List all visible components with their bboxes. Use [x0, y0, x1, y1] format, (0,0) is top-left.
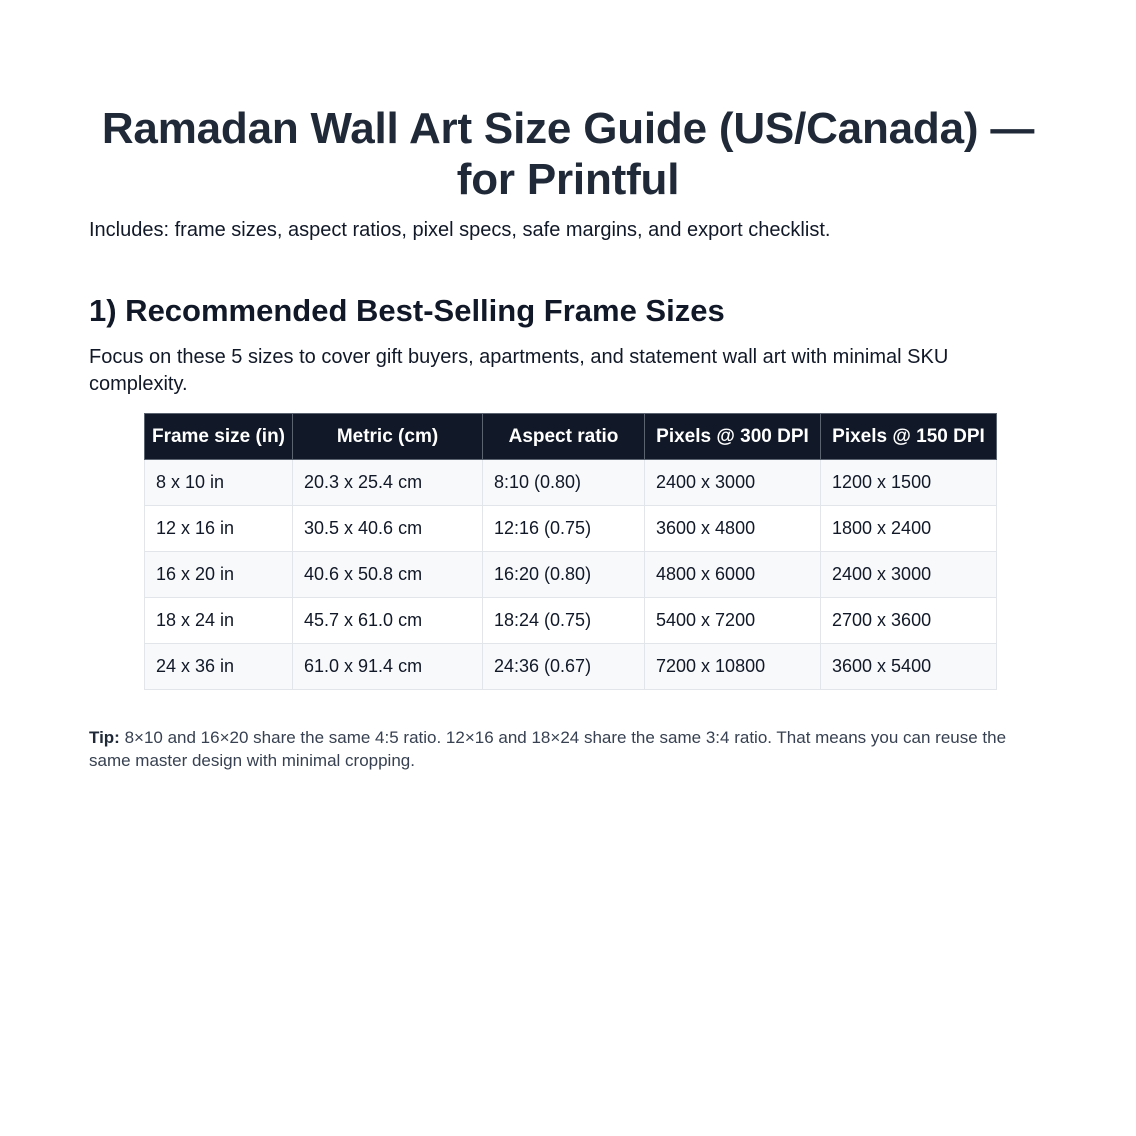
cell-metric: 40.6 x 50.8 cm [293, 552, 483, 598]
page-subtitle: Includes: frame sizes, aspect ratios, pixel specs, safe margins, and export checklist. [89, 219, 831, 241]
cell-aspect-ratio: 12:16 (0.75) [483, 506, 645, 552]
cell-pixels-300dpi: 5400 x 7200 [645, 598, 821, 644]
tip-text: 8×10 and 16×20 share the same 4:5 ratio. 12×16 and 18×24 share the same 3:4 ratio. That means you can reuse the same master design with minimal cropping. [89, 728, 1007, 770]
cell-metric: 61.0 x 91.4 cm [293, 644, 483, 690]
table-row [145, 644, 997, 690]
table-row [145, 460, 997, 506]
cell-pixels-300dpi: 2400 x 3000 [645, 460, 821, 506]
cell-frame-size: 18 x 24 in [145, 598, 293, 644]
cell-pixels-300dpi: 3600 x 4800 [645, 506, 821, 552]
cell-aspect-ratio: 16:20 (0.80) [483, 552, 645, 598]
column-header-pixels-150dpi: Pixels @ 150 DPI [821, 414, 997, 460]
section-intro: Focus on these 5 sizes to cover gift buyers, apartments, and statement wall art with minimal SKU complexity. [89, 346, 949, 395]
cell-metric: 20.3 x 25.4 cm [293, 460, 483, 506]
cell-pixels-150dpi: 2700 x 3600 [821, 598, 997, 644]
cell-frame-size: 8 x 10 in [145, 460, 293, 506]
table-row [145, 506, 997, 552]
column-header-metric: Metric (cm) [293, 414, 483, 460]
cell-pixels-150dpi: 3600 x 5400 [821, 644, 997, 690]
cell-aspect-ratio: 8:10 (0.80) [483, 460, 645, 506]
section-heading-frame-sizes: 1) Recommended Best-Selling Frame Sizes [89, 293, 725, 328]
cell-aspect-ratio: 18:24 (0.75) [483, 598, 645, 644]
cell-metric: 45.7 x 61.0 cm [293, 598, 483, 644]
tip-note [89, 726, 1047, 772]
column-header-frame-size: Frame size (in) [145, 414, 293, 460]
cell-pixels-150dpi: 1200 x 1500 [821, 460, 997, 506]
table-row [145, 552, 997, 598]
cell-pixels-300dpi: 4800 x 6000 [645, 552, 821, 598]
cell-frame-size: 12 x 16 in [145, 506, 293, 552]
cell-pixels-150dpi: 1800 x 2400 [821, 506, 997, 552]
column-header-aspect-ratio: Aspect ratio [483, 414, 645, 460]
page-title: Ramadan Wall Art Size Guide (US/Canada) — for Printful [101, 104, 1035, 204]
cell-pixels-300dpi: 7200 x 10800 [645, 644, 821, 690]
table-row [145, 598, 997, 644]
column-header-pixels-300dpi: Pixels @ 300 DPI [645, 414, 821, 460]
cell-metric: 30.5 x 40.6 cm [293, 506, 483, 552]
tip-label: Tip: [89, 728, 120, 747]
cell-aspect-ratio: 24:36 (0.67) [483, 644, 645, 690]
frame-sizes-table [144, 413, 997, 690]
cell-frame-size: 16 x 20 in [145, 552, 293, 598]
cell-pixels-150dpi: 2400 x 3000 [821, 552, 997, 598]
table-header-row [145, 414, 997, 460]
cell-frame-size: 24 x 36 in [145, 644, 293, 690]
